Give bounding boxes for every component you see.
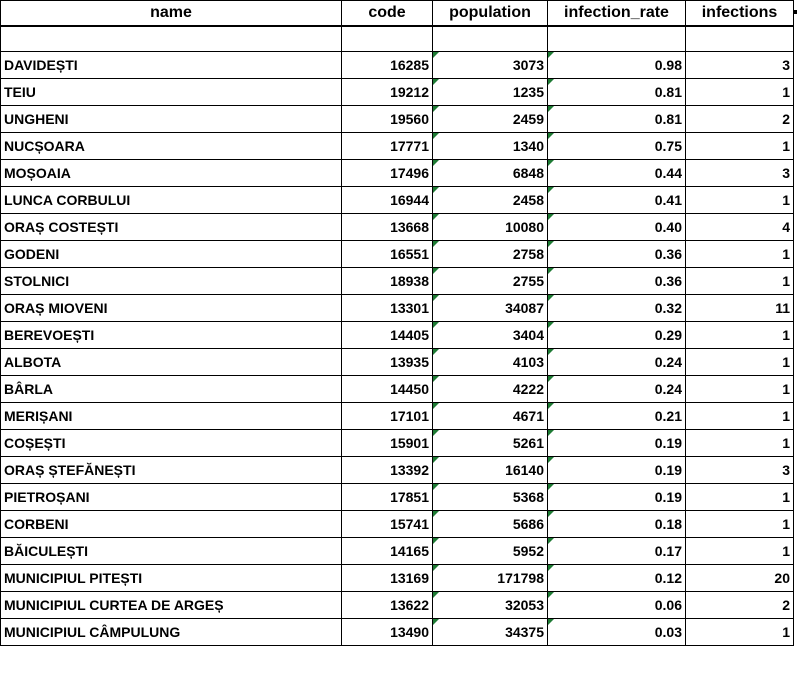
column-header-name[interactable]: name <box>1 1 342 27</box>
cell-infection-rate[interactable]: 0.36 <box>548 268 686 295</box>
cell-infection-rate[interactable]: 0.06 <box>548 592 686 619</box>
cell-infection-rate[interactable]: 0.81 <box>548 79 686 106</box>
cell-name[interactable]: LUNCA CORBULUI <box>1 187 342 214</box>
cell-code[interactable]: 13169 <box>342 565 433 592</box>
cell-population[interactable]: 2458 <box>433 187 548 214</box>
cell-population[interactable]: 34087 <box>433 295 548 322</box>
cell-name[interactable]: TEIU <box>1 79 342 106</box>
cell-infections[interactable]: 1 <box>686 133 794 160</box>
cell-name[interactable]: NUCȘOARA <box>1 133 342 160</box>
cell-code[interactable]: 19560 <box>342 106 433 133</box>
cell-infection-rate[interactable]: 0.18 <box>548 511 686 538</box>
cell-code[interactable]: 14405 <box>342 322 433 349</box>
cell-code[interactable]: 16551 <box>342 241 433 268</box>
cell-infection-rate[interactable]: 0.40 <box>548 214 686 241</box>
cell-infection-rate[interactable]: 0.19 <box>548 457 686 484</box>
cell-population[interactable]: 4103 <box>433 349 548 376</box>
cell-infection-rate[interactable]: 0.44 <box>548 160 686 187</box>
blank-cell[interactable] <box>342 26 433 52</box>
cell-code[interactable]: 15901 <box>342 430 433 457</box>
table-row <box>1 106 794 133</box>
cell-name[interactable]: ORAȘ COSTEȘTI <box>1 214 342 241</box>
cell-infection-rate[interactable]: 0.03 <box>548 619 686 646</box>
cell-infection-rate[interactable]: 0.81 <box>548 106 686 133</box>
cell-infection-rate[interactable]: 0.17 <box>548 538 686 565</box>
cell-population[interactable]: 5952 <box>433 538 548 565</box>
cell-population[interactable]: 16140 <box>433 457 548 484</box>
cell-infection-rate[interactable]: 0.41 <box>548 187 686 214</box>
cell-name[interactable]: MUNICIPIUL CURTEA DE ARGEȘ <box>1 592 342 619</box>
cell-infections[interactable]: 4 <box>686 214 794 241</box>
table-row <box>1 268 794 295</box>
cell-infections[interactable]: 1 <box>686 187 794 214</box>
table-row <box>1 511 794 538</box>
cell-infection-rate[interactable]: 0.24 <box>548 349 686 376</box>
cell-name[interactable]: BĂICULEȘTI <box>1 538 342 565</box>
cell-infections[interactable]: 1 <box>686 484 794 511</box>
column-header-code[interactable]: code <box>342 1 433 27</box>
cell-code[interactable]: 16285 <box>342 52 433 79</box>
cell-code[interactable]: 19212 <box>342 79 433 106</box>
cell-name[interactable]: BEREVOEȘTI <box>1 322 342 349</box>
cell-population[interactable]: 171798 <box>433 565 548 592</box>
cell-population[interactable]: 3073 <box>433 52 548 79</box>
cell-name[interactable]: COȘEȘTI <box>1 430 342 457</box>
blank-cell[interactable] <box>433 26 548 52</box>
cell-code[interactable]: 13490 <box>342 619 433 646</box>
cell-name[interactable]: ALBOTA <box>1 349 342 376</box>
blank-cell[interactable] <box>1 26 342 52</box>
cell-code[interactable]: 13935 <box>342 349 433 376</box>
cell-population[interactable]: 10080 <box>433 214 548 241</box>
cell-code[interactable]: 14165 <box>342 538 433 565</box>
cell-population[interactable]: 34375 <box>433 619 548 646</box>
table-row <box>1 592 794 619</box>
column-header-population[interactable]: population <box>433 1 548 27</box>
table-row <box>1 295 794 322</box>
column-header-infections[interactable]: infections <box>686 1 794 27</box>
cell-population[interactable]: 2755 <box>433 268 548 295</box>
table-row <box>1 79 794 106</box>
cell-infections[interactable]: 1 <box>686 403 794 430</box>
cell-population[interactable]: 5686 <box>433 511 548 538</box>
cell-code[interactable]: 13392 <box>342 457 433 484</box>
cell-infections[interactable]: 1 <box>686 322 794 349</box>
header-row <box>1 1 794 27</box>
table-row <box>1 187 794 214</box>
blank-row <box>1 26 794 52</box>
cell-code[interactable]: 14450 <box>342 376 433 403</box>
cell-population[interactable]: 1235 <box>433 79 548 106</box>
cell-name[interactable]: MERIȘANI <box>1 403 342 430</box>
cell-name[interactable]: MUNICIPIUL CÂMPULUNG <box>1 619 342 646</box>
cell-name[interactable]: GODENI <box>1 241 342 268</box>
cell-code[interactable]: 13668 <box>342 214 433 241</box>
table-row <box>1 565 794 592</box>
cell-population[interactable]: 6848 <box>433 160 548 187</box>
cell-infections[interactable]: 1 <box>686 349 794 376</box>
cell-infections[interactable]: 1 <box>686 241 794 268</box>
cell-code[interactable]: 17771 <box>342 133 433 160</box>
cell-population[interactable]: 3404 <box>433 322 548 349</box>
cell-code[interactable]: 13622 <box>342 592 433 619</box>
cell-infections[interactable]: 1 <box>686 511 794 538</box>
cell-population[interactable]: 4671 <box>433 403 548 430</box>
table-row <box>1 376 794 403</box>
cell-infection-rate[interactable]: 0.19 <box>548 430 686 457</box>
cell-population[interactable]: 2758 <box>433 241 548 268</box>
table-row <box>1 241 794 268</box>
cell-name[interactable]: CORBENI <box>1 511 342 538</box>
table-row <box>1 403 794 430</box>
cell-code[interactable]: 13301 <box>342 295 433 322</box>
cell-infections[interactable]: 2 <box>686 106 794 133</box>
table-row <box>1 430 794 457</box>
cell-infections[interactable]: 1 <box>686 538 794 565</box>
cell-code[interactable]: 17851 <box>342 484 433 511</box>
cell-infections[interactable]: 1 <box>686 430 794 457</box>
cell-infections[interactable]: 3 <box>686 457 794 484</box>
cell-population[interactable]: 1340 <box>433 133 548 160</box>
cell-population[interactable]: 5368 <box>433 484 548 511</box>
cell-name[interactable]: ORAȘ ȘTEFĂNEȘTI <box>1 457 342 484</box>
cell-infection-rate[interactable]: 0.32 <box>548 295 686 322</box>
table-row <box>1 349 794 376</box>
cell-infection-rate[interactable]: 0.19 <box>548 484 686 511</box>
cell-population[interactable]: 2459 <box>433 106 548 133</box>
table-row <box>1 484 794 511</box>
cell-code[interactable]: 15741 <box>342 511 433 538</box>
table-row <box>1 457 794 484</box>
cell-name[interactable]: ORAȘ MIOVENI <box>1 295 342 322</box>
selection-handle[interactable] <box>793 10 797 14</box>
cell-name[interactable]: MUNICIPIUL PITEȘTI <box>1 565 342 592</box>
table-row <box>1 52 794 79</box>
cell-infection-rate[interactable]: 0.75 <box>548 133 686 160</box>
table-row <box>1 538 794 565</box>
cell-code[interactable]: 17496 <box>342 160 433 187</box>
cell-infection-rate[interactable]: 0.21 <box>548 403 686 430</box>
cell-infections[interactable]: 11 <box>686 295 794 322</box>
cell-name[interactable]: STOLNICI <box>1 268 342 295</box>
cell-infections[interactable]: 2 <box>686 592 794 619</box>
cell-population[interactable]: 32053 <box>433 592 548 619</box>
cell-code[interactable]: 17101 <box>342 403 433 430</box>
blank-cell[interactable] <box>686 26 794 52</box>
table-row <box>1 160 794 187</box>
cell-population[interactable]: 5261 <box>433 430 548 457</box>
cell-code[interactable]: 18938 <box>342 268 433 295</box>
cell-population[interactable]: 4222 <box>433 376 548 403</box>
cell-name[interactable]: DAVIDEȘTI <box>1 52 342 79</box>
cell-name[interactable]: UNGHENI <box>1 106 342 133</box>
cell-infections[interactable]: 1 <box>686 79 794 106</box>
table-row <box>1 133 794 160</box>
blank-cell[interactable] <box>548 26 686 52</box>
cell-infection-rate[interactable]: 0.36 <box>548 241 686 268</box>
cell-infection-rate[interactable]: 0.98 <box>548 52 686 79</box>
cell-infections[interactable]: 20 <box>686 565 794 592</box>
cell-infection-rate[interactable]: 0.24 <box>548 376 686 403</box>
cell-infections[interactable]: 3 <box>686 160 794 187</box>
cell-name[interactable]: BÂRLA <box>1 376 342 403</box>
cell-infection-rate[interactable]: 0.29 <box>548 322 686 349</box>
cell-code[interactable]: 16944 <box>342 187 433 214</box>
table-row <box>1 214 794 241</box>
cell-name[interactable]: PIETROȘANI <box>1 484 342 511</box>
table-row <box>1 322 794 349</box>
cell-infections[interactable]: 1 <box>686 268 794 295</box>
column-header-infection-rate[interactable]: infection_rate <box>548 1 686 27</box>
cell-infections[interactable]: 1 <box>686 376 794 403</box>
table-row <box>1 619 794 646</box>
cell-infections[interactable]: 1 <box>686 619 794 646</box>
cell-infections[interactable]: 3 <box>686 52 794 79</box>
cell-infection-rate[interactable]: 0.12 <box>548 565 686 592</box>
cell-name[interactable]: MOȘOAIA <box>1 160 342 187</box>
